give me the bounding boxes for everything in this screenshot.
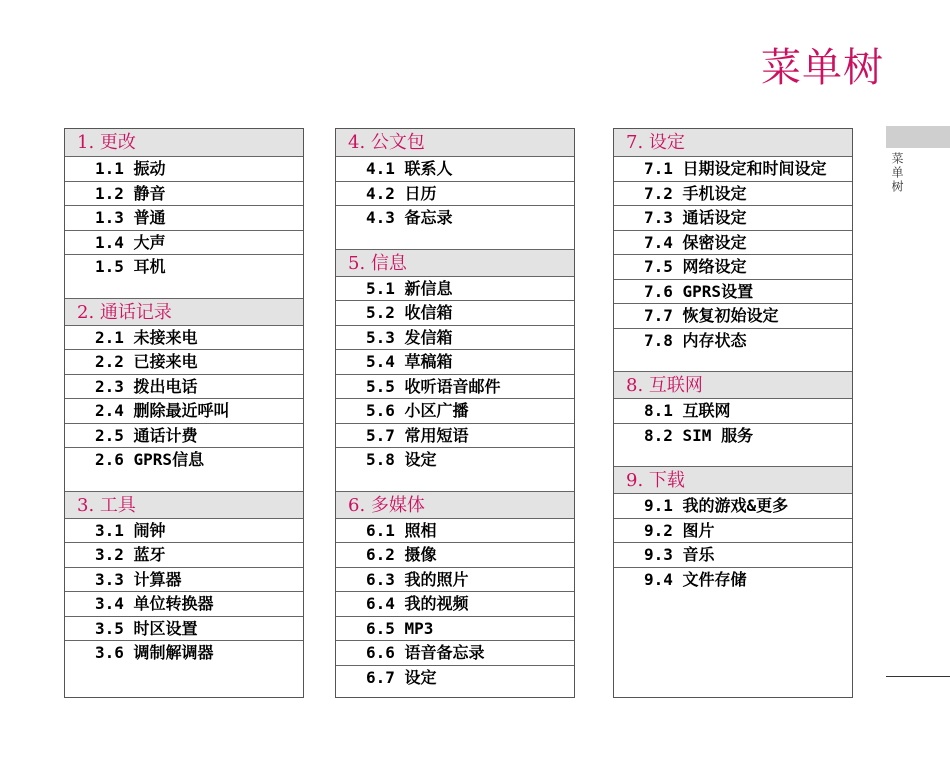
- section-header: 5. 信息: [336, 249, 574, 277]
- menu-item: 3.3 计算器: [65, 568, 303, 593]
- menu-item: 1.2 静音: [65, 182, 303, 207]
- menu-item: 6.2 摄像: [336, 543, 574, 568]
- menu-column-1: [64, 128, 304, 698]
- menu-item: 6.3 我的照片: [336, 568, 574, 593]
- menu-section: [65, 129, 303, 280]
- menu-item: 3.4 单位转换器: [65, 592, 303, 617]
- menu-item: 4.3 备忘录: [366, 208, 453, 227]
- menu-item: 5.7 常用短语: [336, 424, 574, 449]
- menu-item: 7.6 GPRS设置: [614, 280, 852, 305]
- section-header: 4. 公文包: [336, 129, 574, 157]
- menu-item: 8.2 SIM 服务: [644, 425, 754, 445]
- menu-item: 1.3 普通: [65, 206, 303, 231]
- menu-item: 2.4 删除最近呼叫: [65, 399, 303, 424]
- menu-item: 7.1 日期设定和时间设定: [614, 157, 852, 182]
- menu-section: [614, 371, 852, 448]
- section-header: 6. 多媒体: [336, 491, 574, 519]
- menu-item: 5.6 小区广播: [336, 399, 574, 424]
- section-header: 7. 设定: [614, 129, 852, 157]
- side-label: 菜单树: [890, 152, 904, 194]
- menu-item: 9.4 文件存储: [644, 569, 747, 589]
- menu-item: 3.2 蓝牙: [65, 543, 303, 568]
- menu-item: 5.1 新信息: [336, 277, 574, 302]
- menu-item: 6.5 MP3: [336, 617, 574, 642]
- menu-item: 7.8 内存状态: [644, 330, 747, 350]
- menu-section: [65, 491, 303, 666]
- menu-item: 3.6 调制解调器: [95, 643, 214, 662]
- menu-section: [336, 249, 574, 473]
- menu-item: 5.5 收听语音邮件: [336, 375, 574, 400]
- section-header: 8. 互联网: [614, 371, 852, 399]
- menu-item: 9.2 图片: [614, 519, 852, 544]
- menu-column-2: [335, 128, 575, 698]
- menu-item: 2.2 已接来电: [65, 350, 303, 375]
- menu-item: 1.5 耳机: [95, 257, 166, 276]
- menu-item: 5.2 收信箱: [336, 301, 574, 326]
- section-header: 3. 工具: [65, 491, 303, 519]
- menu-item: 2.1 未接来电: [65, 326, 303, 351]
- menu-item: 5.4 草稿箱: [336, 350, 574, 375]
- section-header: 2. 通话记录: [65, 298, 303, 326]
- menu-item: 9.1 我的游戏&更多: [614, 494, 852, 519]
- menu-section: [336, 491, 574, 691]
- section-header: 1. 更改: [65, 129, 303, 157]
- menu-item: 7.5 网络设定: [614, 255, 852, 280]
- menu-item: 2.5 通话计费: [65, 424, 303, 449]
- side-rule: [886, 676, 950, 677]
- menu-item: 3.1 闹钟: [65, 519, 303, 544]
- menu-item: 9.3 音乐: [614, 543, 852, 568]
- menu-column-3: [613, 128, 853, 698]
- page-title: 菜单树: [761, 45, 884, 91]
- menu-item: 5.8 设定: [366, 450, 437, 469]
- menu-section: [614, 129, 852, 353]
- menu-item: 4.2 日历: [336, 182, 574, 207]
- menu-item: 2.6 GPRS信息: [95, 450, 205, 469]
- menu-item: 7.4 保密设定: [614, 231, 852, 256]
- menu-item: 7.3 通话设定: [614, 206, 852, 231]
- side-tab: [886, 126, 950, 148]
- menu-item: 6.4 我的视频: [336, 592, 574, 617]
- menu-section: [336, 129, 574, 231]
- menu-item: 8.1 互联网: [614, 399, 852, 424]
- section-header: 9. 下载: [614, 466, 852, 494]
- menu-item: 1.1 振动: [65, 157, 303, 182]
- menu-item: 7.7 恢复初始设定: [614, 304, 852, 329]
- menu-item: 2.3 拨出电话: [65, 375, 303, 400]
- menu-section: [65, 298, 303, 473]
- menu-item: 5.3 发信箱: [336, 326, 574, 351]
- menu-item: 3.5 时区设置: [65, 617, 303, 642]
- menu-item: 4.1 联系人: [336, 157, 574, 182]
- menu-item: 6.7 设定: [366, 667, 437, 687]
- menu-item: 6.1 照相: [336, 519, 574, 544]
- menu-item: 7.2 手机设定: [614, 182, 852, 207]
- menu-item: 6.6 语音备忘录: [336, 641, 574, 666]
- menu-item: 1.4 大声: [65, 231, 303, 256]
- menu-section: [614, 466, 852, 592]
